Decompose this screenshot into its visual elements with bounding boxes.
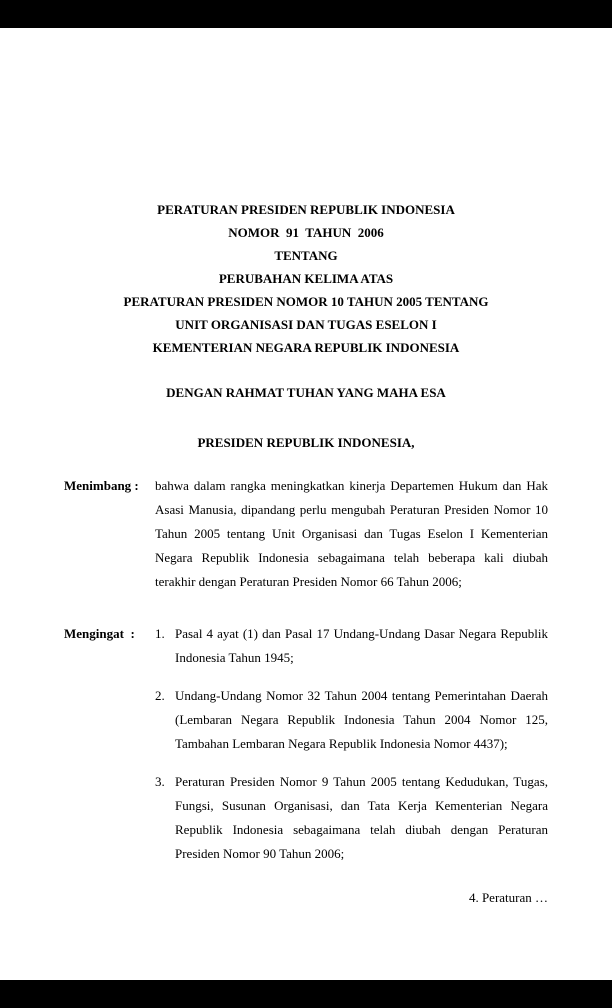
mengingat-list — [155, 622, 548, 866]
title-line-5: PERATURAN PRESIDEN NOMOR 10 TAHUN 2005 TENTANG — [123, 294, 489, 309]
menimbang-clause — [64, 474, 548, 594]
mengingat-item-2-number: 2. — [155, 688, 165, 703]
menimbang-text: bahwa dalam rangka meningkatkan kinerja Departemen Hukum dan Hak Asasi Manusia, dipandang perlu mengubah Peraturan Presiden Nomor 10 Tahun 2005 tentang Unit Organisasi dan Tugas Eselon I Kementerian Negara Republik Indonesia sebagaimana telah beberapa kali diubah terakhir dengan Peraturan Presiden Nomor 66 Tahun 2006; — [155, 478, 548, 589]
title-line-3: TENTANG — [274, 248, 338, 263]
mengingat-item-2 — [155, 684, 548, 756]
top-black-bar — [0, 0, 612, 28]
mengingat-item-1-text: Pasal 4 ayat (1) dan Pasal 17 Undang-Undang Dasar Negara Republik Indonesia Tahun 1945; — [175, 626, 548, 665]
mengingat-item-3-text: Peraturan Presiden Nomor 9 Tahun 2005 tentang Kedudukan, Tugas, Fungsi, Susunan Organisasi, dan Tata Kerja Kementerian Negara Republik Indonesia sebagaimana telah diubah dengan Peraturan Presiden Nomor 90 Tahun 2006; — [175, 774, 548, 861]
title-line-1: PERATURAN PRESIDEN REPUBLIK INDONESIA — [157, 202, 455, 217]
mengingat-label: Mengingat : — [64, 626, 135, 641]
mengingat-item-2-text: Undang-Undang Nomor 32 Tahun 2004 tentang Pemerintahan Daerah (Lembaran Negara Republik Indonesia Tahun 2004 Nomor 125, Tambahan Lembaran Negara Republik Indonesia Nomor 4437); — [175, 688, 548, 751]
menimbang-label: Menimbang : — [64, 478, 139, 493]
document-title-block — [64, 198, 548, 359]
catchword: 4. Peraturan … — [468, 890, 548, 905]
title-line-7: KEMENTERIAN NEGARA REPUBLIK INDONESIA — [152, 340, 460, 355]
title-line-2: NOMOR 91 TAHUN 2006 — [228, 225, 384, 240]
mengingat-item-1 — [155, 622, 548, 670]
title-line-4: PERUBAHAN KELIMA ATAS — [218, 271, 394, 286]
mengingat-clause — [64, 622, 548, 866]
mengingat-item-3 — [155, 770, 548, 866]
mengingat-item-3-number: 3. — [155, 774, 165, 789]
document-page — [0, 28, 612, 980]
bottom-black-bar — [0, 980, 612, 1008]
issuer-line: PRESIDEN REPUBLIK INDONESIA, — [197, 435, 415, 450]
mengingat-item-1-number: 1. — [155, 626, 165, 641]
title-line-6: UNIT ORGANISASI DAN TUGAS ESELON I — [175, 317, 437, 332]
invocation-line: DENGAN RAHMAT TUHAN YANG MAHA ESA — [166, 385, 446, 400]
